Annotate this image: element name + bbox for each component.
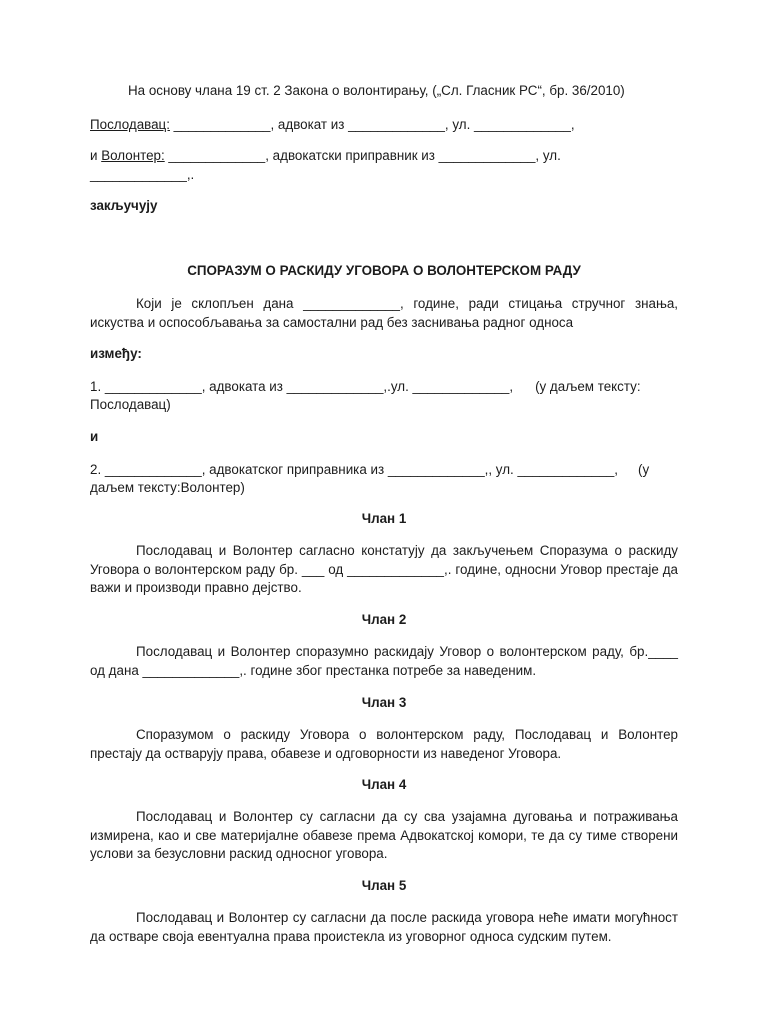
article-1-text: Послодавац и Волонтер сагласно констатују да закључењем Споразума о раскиду Уговора о волонтерском раду бр. ___ од _____________,. године, односни Уговор престаје да важи и производи правно дејство. [90,543,678,595]
party-item-2 [90,461,649,479]
article-5-heading: Члан 5 [361,878,407,893]
article-4-heading: Члан 4 [361,777,407,792]
article-3-text: Споразумом о раскиду Уговора о волонтерском раду, Послодавац и Волонтер престају да остварују права, обавезе и одговорности из наведеног Уговора. [90,727,678,761]
volunteer-details: _____________, адвокатски приправник из _____________, ул. [164,148,561,163]
conclude-word: закључују [90,198,158,213]
article-4-text: Послодавац и Волонтер су сагласни да су сва узајамна дуговања и потраживања измирена, као и све материјалне обавезе према Адвокатској комори, те да су тиме створени услови за безусловни раскид односног уговора. [90,809,678,861]
article-2-text: Послодавац и Волонтер споразумно раскидају Уговор о волонтерском раду, бр.____ од дана _____________,. године због престанка потребе за наведеним. [90,644,678,678]
preamble: На основу члана 19 ст. 2 Закона о волонтирању, („Сл. Гласник РС“, бр. 36/2010) [128,83,625,98]
party-item-2-continuation: даљем тексту:Волонтер) [90,480,245,495]
intro-paragraph: Који је склопљен дана _____________, године, ради стицања стручног знања, искуства и оспособљавања за самостални рад без заснивања радног односа [90,296,678,330]
party-item-1-text: 1. _____________, адвоката из _____________,.ул. _____________, [90,379,514,394]
employer-label: Послодавац: [90,117,170,132]
volunteer-prefix: и [90,148,102,163]
party-item-1-note: (у даљем тексту: [535,379,641,394]
party-item-2-note: (у [638,462,650,477]
article-5-text: Послодавац и Волонтер су сагласни да после раскида уговора неће имати могућност да остваре своја евентуална права проистекла из уговорног односа судским путем. [90,910,678,944]
between-word: између: [90,346,142,361]
volunteer-continuation: _____________,. [90,167,195,182]
employer-details: _____________, адвокат из _____________, ул. _____________, [169,117,575,132]
employer-line [90,116,575,134]
article-2-heading: Члан 2 [361,612,407,627]
article-1-heading: Члан 1 [361,511,407,526]
party-item-1-continuation: Послодавац) [90,397,171,412]
document-title: СПОРАЗУМ О РАСКИДУ УГОВОРА О ВОЛОНТЕРСКОМ РАДУ [187,263,581,278]
volunteer-line [90,147,561,165]
party-item-2-text: 2. _____________, адвокатског приправника из _____________,, ул. _____________, [90,462,618,477]
and-word: и [90,429,99,444]
article-3-heading: Члан 3 [361,695,407,710]
party-item-1 [90,378,641,396]
volunteer-label: Волонтер: [101,148,165,163]
